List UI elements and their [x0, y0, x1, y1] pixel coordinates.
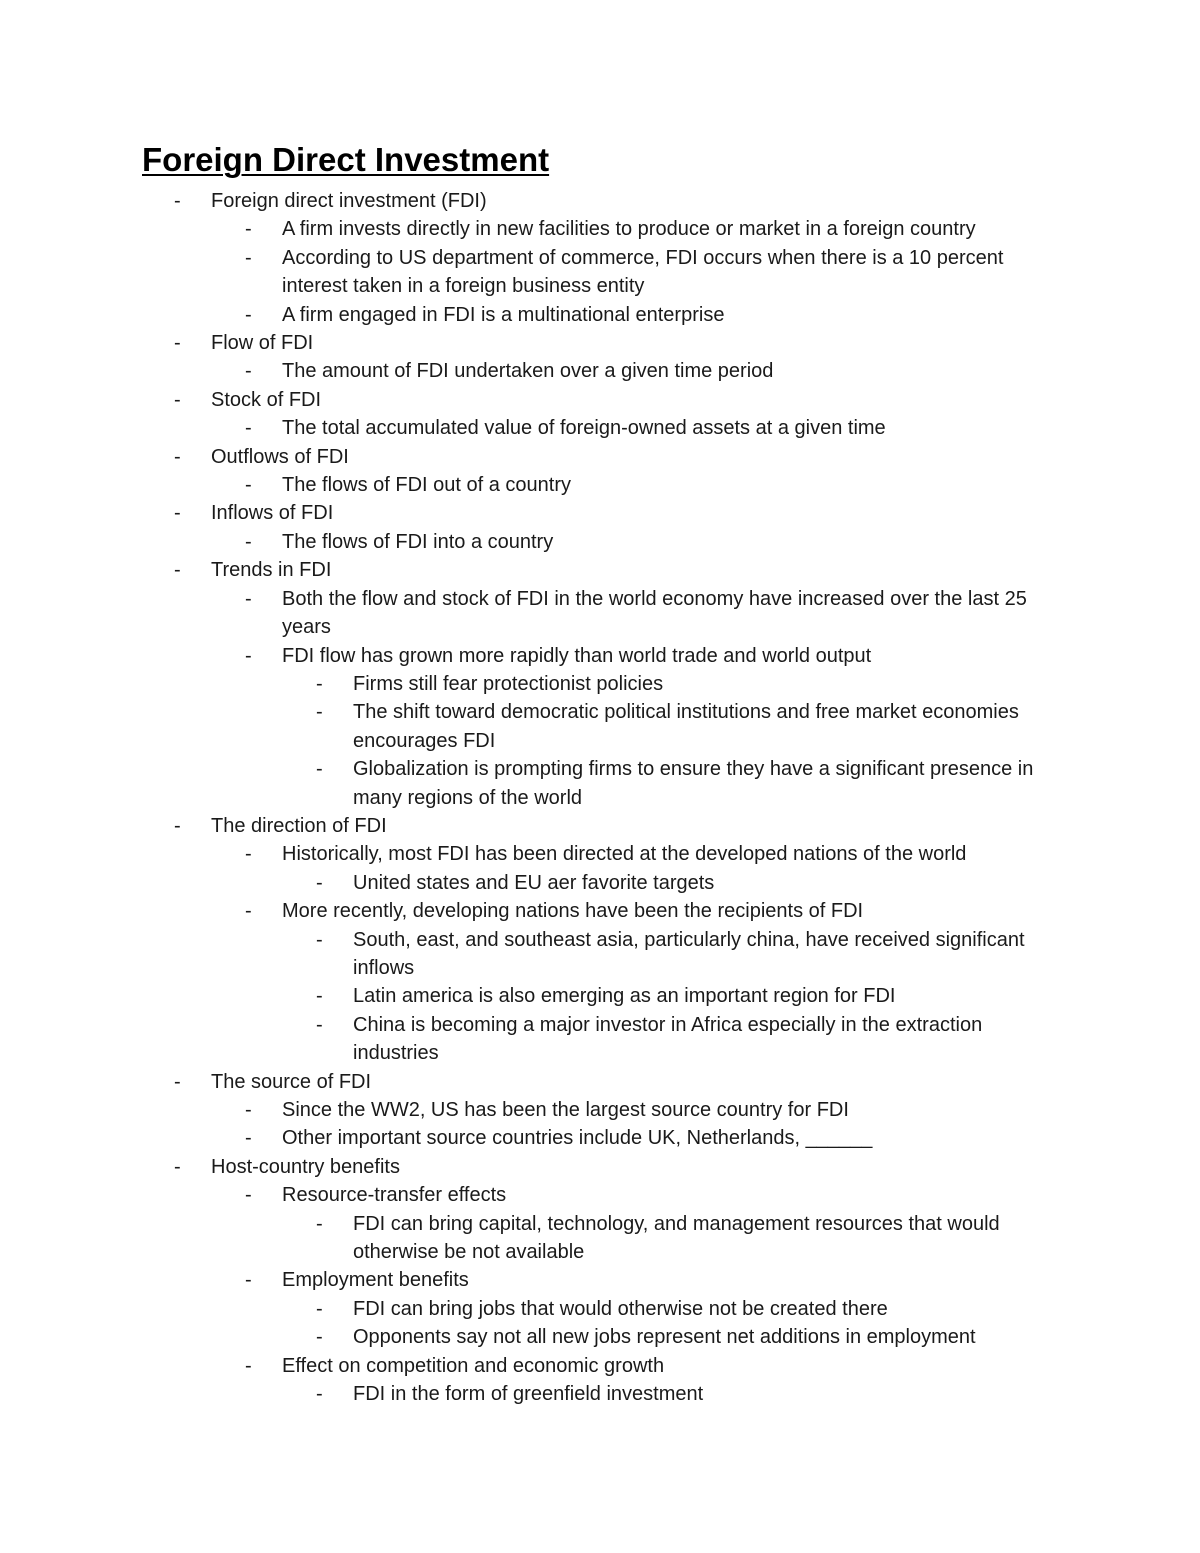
bullet-dash: - — [245, 1127, 252, 1150]
list-item-text: A firm invests directly in new facilities to produce or market in a foreign country — [282, 218, 976, 241]
list-item-text: Trends in FDI — [211, 559, 332, 582]
list-item-text: Since the WW2, US has been the largest source country for FDI — [282, 1099, 849, 1121]
bullet-dash: - — [245, 900, 252, 923]
bullet-dash: - — [245, 1184, 252, 1207]
list-item — [0, 301, 1200, 329]
list-item — [0, 1352, 1200, 1380]
list-item-text: The total accumulated value of foreign-owned assets at a given time — [282, 417, 886, 440]
list-item-text: The amount of FDI undertaken over a given time period — [282, 360, 774, 383]
list-item — [0, 244, 1200, 301]
list-item — [0, 642, 1200, 670]
list-item — [0, 1210, 1200, 1267]
list-item — [0, 471, 1200, 499]
bullet-dash: - — [316, 672, 323, 695]
list-item-text: The source of FDI — [211, 1070, 372, 1093]
list-item-text: China is becoming a major investor in Africa especially in the extraction industries — [353, 1013, 983, 1065]
list-item-text: A firm engaged in FDI is a multinational enterprise — [282, 303, 725, 326]
list-item — [0, 869, 1200, 897]
list-item-text: South, east, and southeast asia, particularly china, have received significant inflows — [353, 928, 1025, 979]
bullet-dash: - — [245, 587, 252, 610]
list-item-text: FDI in the form of greenfield investment — [353, 1383, 704, 1406]
list-item — [0, 499, 1200, 527]
bullet-dash: - — [316, 701, 323, 724]
list-item-text: The flows of FDI into a country — [282, 530, 554, 553]
list-item-text: The flows of FDI out of a country — [282, 474, 572, 497]
bullet-dash: - — [316, 871, 323, 894]
list-item — [0, 670, 1200, 698]
bullet-dash: - — [245, 530, 252, 553]
list-item — [0, 187, 1200, 215]
list-item-text: FDI can bring capital, technology, and management resources that would otherwise be not available — [353, 1212, 1000, 1264]
bullet-dash: - — [174, 388, 181, 411]
bullet-dash: - — [174, 502, 181, 525]
bullet-dash: - — [245, 474, 252, 497]
list-item-text: Outflows of FDI — [211, 445, 349, 468]
bullet-dash: - — [316, 1013, 323, 1036]
list-item-text: Globalization is prompting firms to ensure they have a significant presence in many regions of the world — [353, 758, 1034, 809]
list-item-text: According to US department of commerce, FDI occurs when there is a 10 percent interest taken in a foreign business entity — [282, 246, 1004, 298]
list-item-text: Opponents say not all new jobs represent net additions in employment — [353, 1326, 976, 1349]
list-item-text: Employment benefits — [282, 1269, 469, 1292]
list-item — [0, 1181, 1200, 1209]
bullet-dash: - — [245, 843, 252, 866]
list-item-text: Effect on competition and economic growth — [282, 1354, 665, 1377]
list-item — [0, 585, 1200, 642]
list-item-text: Stock of FDI — [211, 388, 322, 411]
bullet-dash: - — [316, 1383, 323, 1406]
outline-list — [0, 187, 1200, 1408]
list-item — [0, 1153, 1200, 1181]
bullet-dash: - — [174, 190, 181, 212]
bullet-dash: - — [245, 644, 252, 667]
list-item-text: More recently, developing nations have been the recipients of FDI — [282, 900, 864, 923]
list-item — [0, 1011, 1200, 1068]
bullet-dash: - — [174, 1070, 181, 1093]
list-item-text: The shift toward democratic political institutions and free market economies encourages FDI — [353, 701, 1019, 752]
list-item-text: FDI flow has grown more rapidly than world trade and world output — [282, 644, 872, 667]
bullet-dash: - — [245, 360, 252, 383]
bullet-dash: - — [316, 985, 323, 1008]
bullet-dash: - — [316, 1326, 323, 1349]
list-item — [0, 1096, 1200, 1124]
list-item — [0, 897, 1200, 925]
bullet-dash: - — [245, 246, 252, 269]
bullet-dash: - — [245, 1354, 252, 1377]
list-item — [0, 1266, 1200, 1294]
list-item — [0, 1124, 1200, 1152]
list-item — [0, 755, 1200, 812]
list-item-text: United states and EU aer favorite targets — [353, 871, 715, 894]
list-item — [0, 528, 1200, 556]
list-item — [0, 329, 1200, 357]
bullet-dash: - — [174, 814, 181, 837]
list-item — [0, 414, 1200, 442]
list-item — [0, 357, 1200, 385]
list-item — [0, 556, 1200, 584]
list-item — [0, 1323, 1200, 1351]
list-item-text: The direction of FDI — [211, 814, 387, 837]
list-item — [0, 1295, 1200, 1323]
bullet-dash: - — [174, 559, 181, 582]
bullet-dash: - — [174, 1155, 181, 1178]
bullet-dash: - — [174, 332, 181, 355]
list-item — [0, 812, 1200, 840]
list-item-text: Inflows of FDI — [211, 502, 334, 525]
list-item — [0, 215, 1200, 243]
list-item-text: Flow of FDI — [211, 332, 314, 355]
list-item — [0, 982, 1200, 1010]
bullet-dash: - — [245, 303, 252, 326]
list-item-text: Historically, most FDI has been directed at the developed nations of the world — [282, 843, 967, 866]
bullet-dash: - — [316, 928, 323, 951]
list-item-text: FDI can bring jobs that would otherwise not be created there — [353, 1297, 888, 1320]
bullet-dash: - — [174, 445, 181, 468]
list-item — [0, 698, 1200, 755]
bullet-dash: - — [245, 1099, 252, 1121]
list-item-text: Both the flow and stock of FDI in the world economy have increased over the last 25 years — [282, 587, 1027, 639]
list-item — [0, 1380, 1200, 1408]
list-item — [0, 443, 1200, 471]
list-item-text: Latin america is also emerging as an important region for FDI — [353, 985, 896, 1008]
list-item-text: Host-country benefits — [211, 1155, 400, 1178]
list-item-text: Other important source countries include UK, Netherlands, ______ — [282, 1127, 873, 1150]
list-item — [0, 840, 1200, 868]
list-item — [0, 386, 1200, 414]
list-item-text: Foreign direct investment (FDI) — [211, 190, 487, 212]
bullet-dash: - — [316, 1297, 323, 1320]
list-item-text: Resource-transfer effects — [282, 1184, 507, 1207]
bullet-dash: - — [316, 758, 323, 781]
bullet-dash: - — [245, 1269, 252, 1292]
list-item — [0, 926, 1200, 983]
list-item-text: Firms still fear protectionist policies — [353, 672, 664, 695]
list-item — [0, 1068, 1200, 1096]
bullet-dash: - — [245, 417, 252, 440]
bullet-dash: - — [316, 1212, 323, 1235]
bullet-dash: - — [245, 218, 252, 241]
page-title: Foreign Direct Investment — [142, 141, 550, 178]
